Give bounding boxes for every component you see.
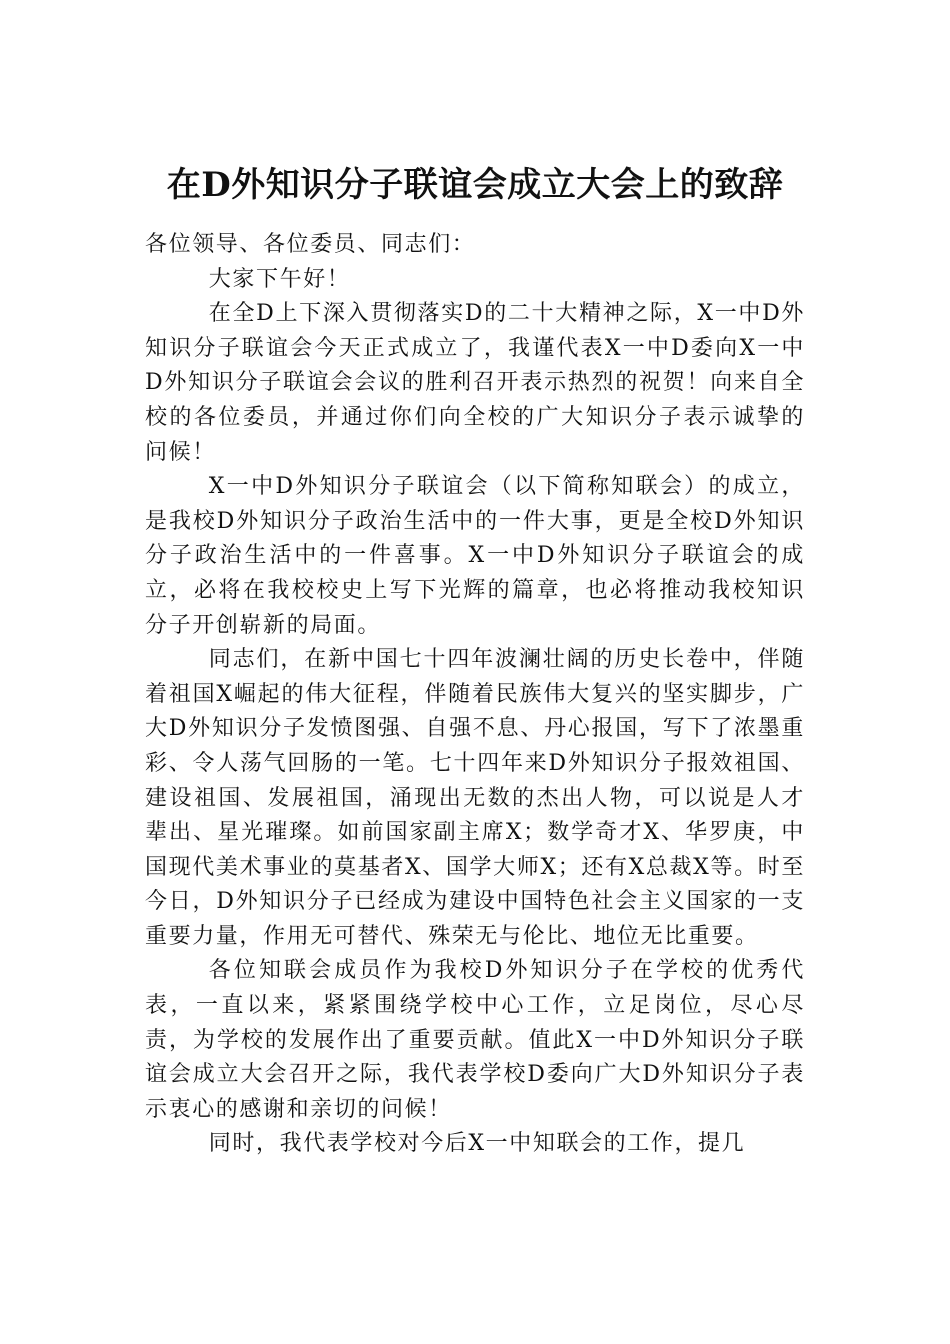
paragraph-greeting: 大家下午好！ (208, 266, 351, 292)
paragraph: 各位知联会成员作为我校D外知识分子在学校的优秀代表，一直以来，紧紧围绕学校中心工作，立足岗位，尽心尽责，为学校的发展作出了重要贡献。值此X一中D外知识分子联谊会成立大会召开之际，我代表学校D委向广大D外知识分子表示衷心的感谢和亲切的问候！ (145, 958, 805, 1122)
paragraph: X一中D外知识分子联谊会（以下简称知联会）的成立，是我校D外知识分子政治生活中的一件大事，更是全校D外知识分子政治生活中的一件喜事。X一中D外知识分子联谊会的成立，必将在我校校史上写下光辉的篇章，也必将推动我校知识分子开创崭新的局面。 (145, 474, 805, 638)
paragraph: 同时，我代表学校对今后X一中知联会的工作，提几 (208, 1131, 746, 1157)
paragraph: 同志们，在新中国七十四年波澜壮阔的历史长卷中，伴随着祖国X崛起的伟大征程，伴随着民族伟大复兴的坚实脚步，广大D外知识分子发愤图强、自强不息、丹心报国，写下了浓墨重彩、令人荡气回肠的一笔。七十四年来D外知识分子报效祖国、建设祖国、发展祖国，涌现出无数的杰出人物，可以说是人才辈出、星光璀璨。如前国家副主席X；数学奇才X、华罗庚，中国现代美术事业的莫基者X、国学大师X；还有X总裁X等。时至今日，D外知识分子已经成为建设中国特色社会主义国家的一支重要力量，作用无可替代、殊荣无与伦比、地位无比重要。 (145, 647, 805, 949)
document-body (145, 228, 805, 1162)
document-title: 在D外知识分子联谊会成立大会上的致辞 (166, 165, 784, 205)
salutation: 各位领导、各位委员、同志们： (145, 232, 476, 257)
paragraph: 在全D上下深入贯彻落实D的二十大精神之际，X一中D外知识分子联谊会今天正式成立了，我谨代表X一中D委向X一中D外知识分子联谊会会议的胜利召开表示热烈的祝贺！向来自全校的各位委员，并通过你们向全校的广大知识分子表示诚挚的问候！ (145, 301, 805, 465)
